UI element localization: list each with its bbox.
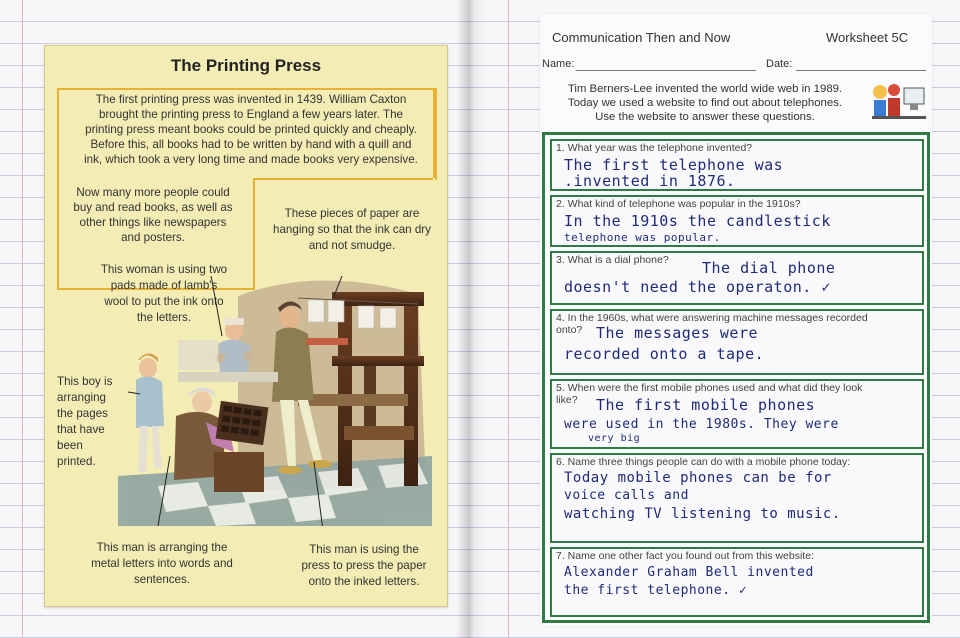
caption-paper <box>259 206 445 254</box>
question-4 <box>550 309 924 375</box>
caption-line: that have <box>57 423 105 436</box>
question-text: onto? <box>556 324 583 336</box>
caption-line: These pieces of paper are <box>284 207 420 220</box>
caption-line: arranging <box>57 391 106 404</box>
name-label: Name: <box>542 58 575 70</box>
caption-line: This man is arranging the <box>96 541 228 554</box>
answer-line: doesn't need the operaton. ✓ <box>564 278 831 296</box>
answer-line: The first mobile phones <box>596 396 816 414</box>
intro-line: printing press meant books could be printed quickly and cheaply. <box>85 123 417 136</box>
answer-line: recorded onto a tape. <box>564 345 765 363</box>
question-7 <box>550 547 924 617</box>
question-text: 2. What kind of telephone was popular in the 1910s? <box>556 198 801 210</box>
question-5 <box>550 379 924 449</box>
left-margin-line <box>22 0 23 638</box>
children-computer-clipart <box>864 80 930 130</box>
question-text: 6. Name three things people can do with a mobile phone today: <box>556 456 851 468</box>
book-gutter <box>456 0 486 638</box>
intro-line: Before this, all books had to be written by hand with a quill and <box>90 138 412 151</box>
intro-paragraph <box>67 92 435 167</box>
question-3 <box>550 251 924 305</box>
question-text: 7. Name one other fact you found out from this website: <box>556 550 814 562</box>
question-text: 4. In the 1960s, what were answering machine messages recorded <box>556 312 868 324</box>
answer-line: Today mobile phones can be for <box>564 470 832 486</box>
more-line: buy and read books, as well as <box>73 201 233 214</box>
answer-line: Alexander Graham Bell invented <box>564 565 814 580</box>
caption-line: pads made of lamb's <box>110 279 218 292</box>
caption-line: press to press the paper <box>301 559 427 572</box>
caption-line: the pages <box>57 407 108 420</box>
caption-line: metal letters into words and <box>91 557 233 570</box>
date-line <box>796 70 926 71</box>
caption-line: hanging so that the ink can dry <box>273 223 431 236</box>
printing-workshop-illustration <box>118 276 432 526</box>
answer-line: In the 1910s the candlestick <box>564 212 831 230</box>
question-1 <box>550 139 924 191</box>
answer-line: The first telephone was <box>564 156 784 174</box>
answer-line: were used in the 1980s. They were <box>564 417 839 432</box>
right-margin-line <box>508 0 509 638</box>
answer-note: very big <box>588 433 641 444</box>
caption-line: printed. <box>57 455 96 468</box>
caption-line: and not smudge. <box>308 239 396 252</box>
answer-line: .invented in 1876. <box>564 172 736 190</box>
caption-line: This man is using the <box>309 543 419 556</box>
intro-line: Use the website to answer these questions. <box>595 111 815 123</box>
intro-line: The first printing press was invented in 1439. William Caxton <box>95 93 407 106</box>
intro-line: Today we used a website to find out about telephones. <box>567 97 843 109</box>
more-line: and posters. <box>121 231 185 244</box>
more-line: Now many more people could <box>76 186 230 199</box>
worksheet-number: Worksheet 5C <box>826 30 909 45</box>
intro-line: ink, which took a very long time and made books very expensive. <box>84 153 418 166</box>
questions-frame <box>542 132 930 623</box>
more-paragraph <box>63 185 243 245</box>
answer-line: The dial phone <box>702 259 836 277</box>
caption-line: been <box>57 439 83 452</box>
question-6 <box>550 453 924 543</box>
intro-line: brought the printing press to England a few years later. The <box>99 108 403 121</box>
caption-man-letters <box>67 540 257 588</box>
question-text: 1. What year was the telephone invented? <box>556 142 753 154</box>
caption-line: the letters. <box>136 311 192 324</box>
worksheet <box>540 14 932 626</box>
sheet-title: The Printing Press <box>170 56 322 75</box>
answer-line: The messages were <box>596 324 759 342</box>
answer-line: telephone was popular. <box>564 231 721 244</box>
answer-line: voice calls and <box>564 488 689 503</box>
caption-line: This woman is using two <box>100 263 228 276</box>
caption-line: sentences. <box>133 573 191 586</box>
worksheet-title: Communication Then and Now <box>552 30 731 45</box>
question-2 <box>550 195 924 247</box>
more-line: other things like newspapers <box>79 216 227 229</box>
answer-line: watching TV listening to music. <box>564 506 841 522</box>
intro-line: Tim Berners-Lee invented the world wide web in 1989. <box>567 83 843 95</box>
question-text: like? <box>556 394 578 406</box>
caption-line: wool to put the ink onto <box>104 295 224 308</box>
question-text: 5. When were the first mobile phones used and what did they look <box>556 382 863 394</box>
caption-line: This boy is <box>57 375 113 388</box>
worksheet-intro <box>550 82 860 124</box>
caption-man-press <box>283 542 445 590</box>
date-label: Date: <box>766 58 793 70</box>
question-text: 3. What is a dial phone? <box>556 254 669 266</box>
caption-line: onto the inked letters. <box>308 575 420 588</box>
name-line <box>576 70 756 71</box>
answer-line: the first telephone. ✓ <box>564 583 748 598</box>
